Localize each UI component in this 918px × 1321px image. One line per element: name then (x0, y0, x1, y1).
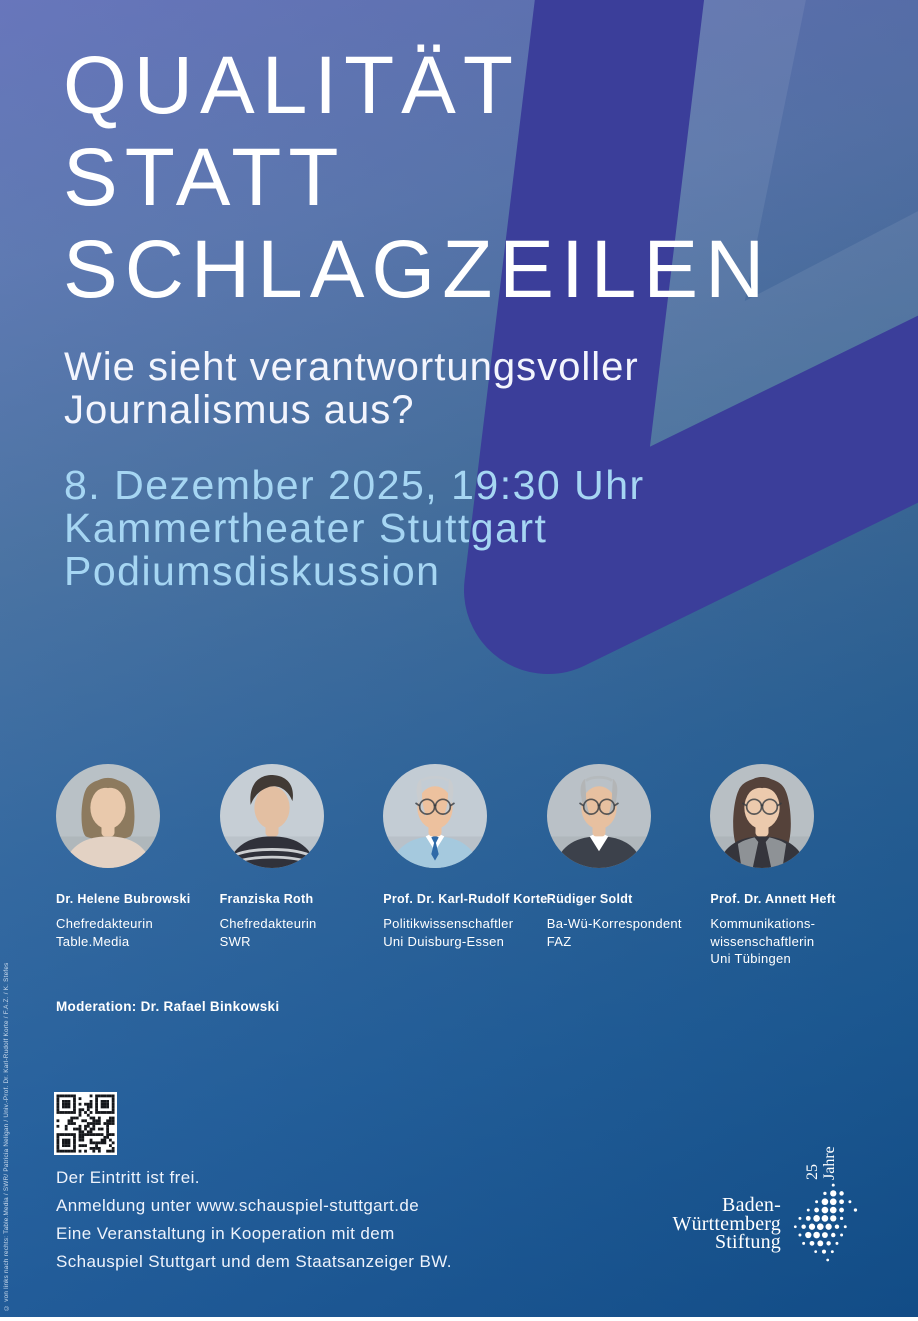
speaker-role-line: Ba-Wü-Korrespondent (546, 916, 682, 931)
title-line-2: STATT (63, 132, 346, 223)
25-jahre-badge (804, 1108, 838, 1180)
speaker-role-line: Kommunikations- (710, 916, 816, 931)
speaker-role-line: Table.Media (56, 933, 130, 949)
logo-line-1: Baden- (722, 1194, 781, 1216)
event-info (64, 464, 645, 593)
speaker-card-4 (547, 764, 711, 968)
speaker-name: Dr. Helene Bubrowski (56, 892, 191, 906)
speaker-card-3 (383, 764, 547, 968)
badge-line-1: 25 (804, 1164, 821, 1180)
speaker-role (710, 915, 874, 968)
speaker-name: Prof. Dr. Annett Heft (710, 892, 836, 906)
speaker-role-line: Chefredakteurin (219, 916, 317, 931)
bw-stiftung-logo-dots (787, 1180, 861, 1271)
speaker-role-line: Uni Duisburg-Essen (383, 933, 505, 949)
speaker-card-1 (56, 764, 220, 968)
event-date: 8. Dezember 2025, 19:30 Uhr (64, 462, 645, 508)
speaker-portrait (710, 764, 814, 868)
footer-cooperation-1: Eine Veranstaltung in Kooperation mit dem (56, 1224, 395, 1243)
qr-code (54, 1092, 117, 1155)
moderation-line: Moderation: Dr. Rafael Binkowski (56, 999, 280, 1014)
subtitle-line-2: Journalismus aus? (64, 388, 415, 432)
logo-line-2: Württemberg (672, 1212, 781, 1235)
speaker-role-line: Politikwissenschaftler (383, 916, 514, 931)
speaker-role (220, 915, 384, 950)
speaker-role-line: SWR (219, 933, 251, 949)
speaker-role (383, 915, 547, 950)
footer-free-entry: Der Eintritt ist frei. (56, 1168, 200, 1187)
speaker-role-line: Uni Tübingen (710, 951, 792, 966)
speaker-role-line: wissenschaftlerin (710, 933, 815, 949)
speaker-role-line: Chefredakteurin (56, 916, 153, 931)
speaker-portrait (220, 764, 324, 868)
bw-stiftung-logo-text (673, 1196, 781, 1252)
speaker-card-5 (710, 764, 874, 968)
event-venue: Kammertheater Stuttgart (64, 505, 548, 551)
footer-text (56, 1164, 452, 1276)
badge-line-2: Jahre (821, 1146, 838, 1180)
footer-registration-url: Anmeldung unter www.schauspiel-stuttgart.de (56, 1196, 420, 1215)
speakers-row (56, 764, 886, 968)
speaker-name: Franziska Roth (219, 892, 314, 906)
speaker-portrait (547, 764, 651, 868)
speaker-role (547, 915, 711, 950)
event-format: Podiumsdiskussion (64, 548, 441, 594)
speaker-portrait (56, 764, 160, 868)
speaker-name: Rüdiger Soldt (546, 892, 633, 906)
poster-title (63, 40, 771, 316)
speaker-role (56, 915, 220, 950)
page-bottom-edge (0, 1317, 918, 1321)
speaker-portrait (383, 764, 487, 868)
title-line-3: SCHLAGZEILEN (63, 224, 772, 315)
speaker-role-line: FAZ (546, 933, 572, 949)
logo-line-3: Stiftung (714, 1231, 781, 1253)
poster-subtitle (64, 346, 639, 432)
title-line-1: QUALITÄT (63, 40, 520, 131)
subtitle-line-1: Wie sieht verantwortungsvoller (64, 345, 639, 389)
footer-cooperation-2: Schauspiel Stuttgart und dem Staatsanzeiger BW. (56, 1252, 452, 1271)
photo-credit: © von links nach rechts: Table.Media / SWR/ Patricia Neligan / Univ.-Prof. Dr. Karl-Rudolf Korte / F.A.Z. / K. Stefes (3, 962, 10, 1311)
speaker-card-2 (220, 764, 384, 968)
speaker-name: Prof. Dr. Karl-Rudolf Korte (383, 892, 548, 906)
